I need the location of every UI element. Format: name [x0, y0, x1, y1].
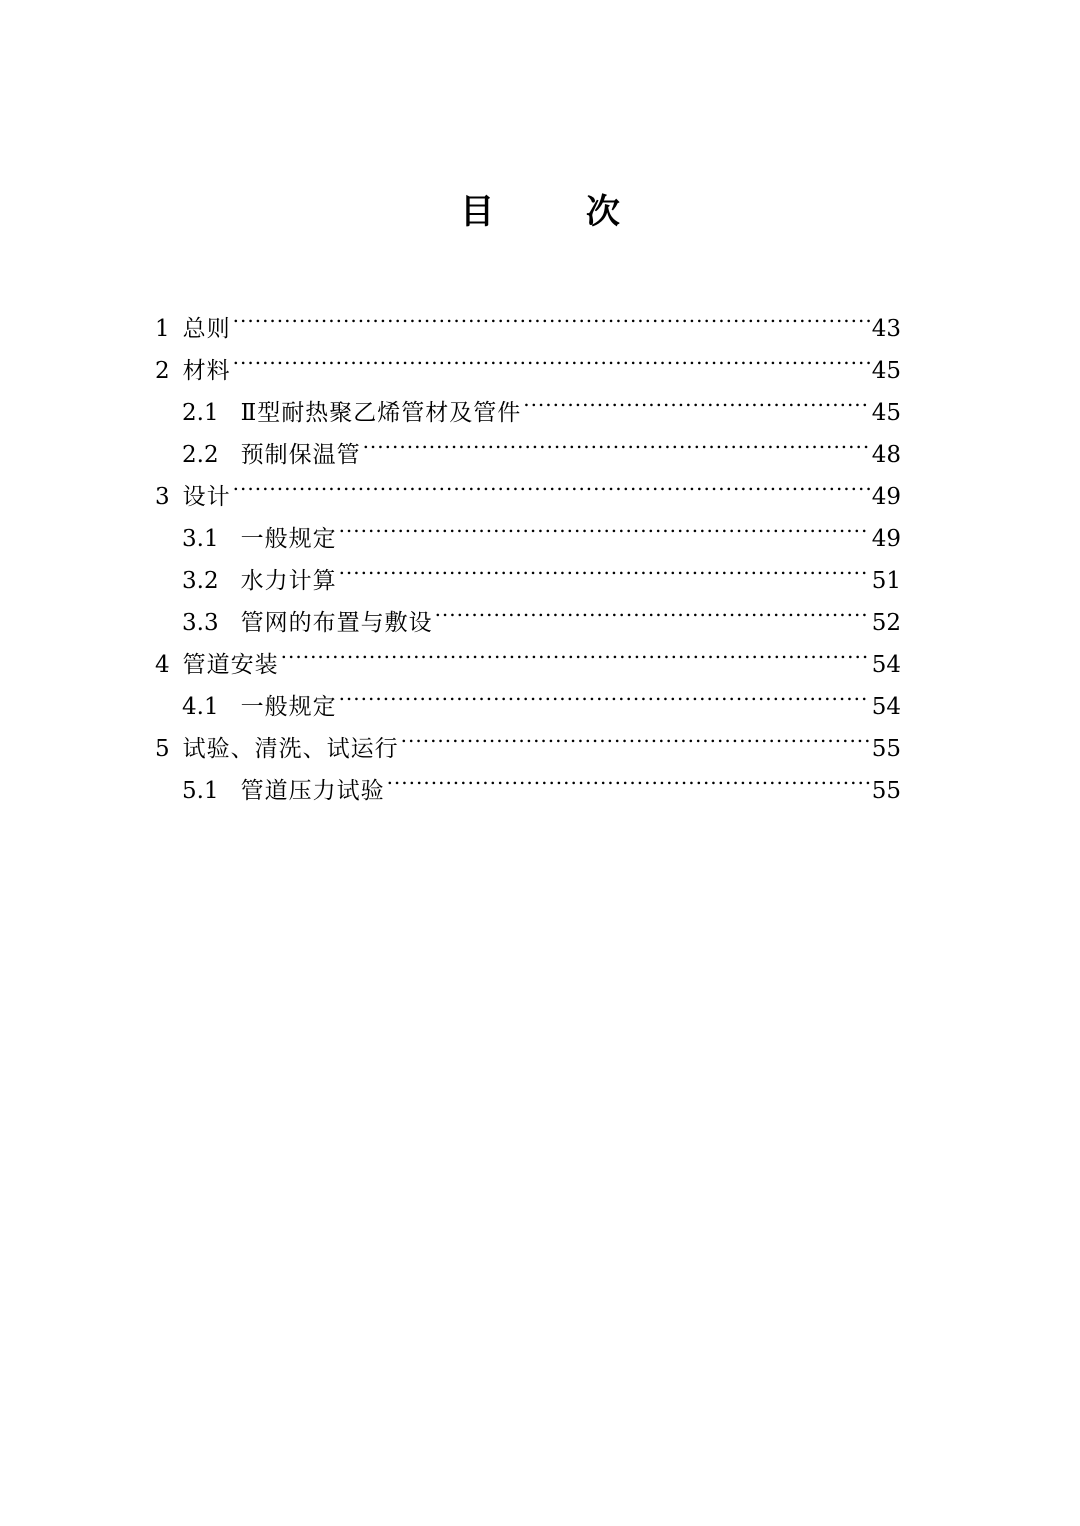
toc-entry-number: 3.3 — [182, 610, 219, 636]
toc-entry-page: 54 — [871, 652, 901, 678]
toc-entry-page: 43 — [871, 316, 901, 342]
toc-dot-leader — [401, 714, 870, 756]
toc-entry-number: 2.1 — [182, 400, 219, 426]
toc-dot-leader — [339, 546, 870, 588]
toc-entry-title: 管网的布置与敷设 — [240, 610, 433, 636]
toc-entry-number: 1 — [155, 316, 170, 342]
toc-entry-number: 4 — [155, 652, 170, 678]
toc-entry-page: 55 — [871, 736, 901, 762]
toc-dot-leader — [233, 462, 870, 504]
toc-entry-page: 55 — [871, 778, 901, 804]
toc-entry-title: 管道压力试验 — [240, 778, 385, 804]
toc-dot-leader — [339, 504, 870, 546]
toc-entry-number: 5 — [155, 736, 170, 762]
toc-subentry[interactable] — [155, 504, 901, 552]
toc-entry-page: 51 — [871, 568, 901, 594]
toc-entry-number: 5.1 — [182, 778, 219, 804]
toc-entry-page: 49 — [871, 484, 901, 510]
toc-entry-title: 水力计算 — [240, 568, 337, 594]
toc-entry[interactable] — [155, 294, 901, 342]
toc-entry[interactable] — [155, 336, 901, 384]
toc-entry-title: 管道安装 — [182, 652, 279, 678]
toc-list — [155, 294, 901, 804]
toc-title: 目 次 — [460, 192, 660, 232]
toc-entry-number: 4.1 — [182, 694, 219, 720]
toc-entry-number: 2.2 — [182, 442, 219, 468]
toc-entry-page: 54 — [871, 694, 901, 720]
toc-entry-title: 设计 — [182, 484, 231, 510]
toc-entry-page: 45 — [871, 400, 901, 426]
toc-dot-leader — [523, 378, 870, 420]
toc-dot-leader — [281, 630, 870, 672]
toc-entry[interactable] — [155, 462, 901, 510]
toc-entry-number: 3.1 — [182, 526, 219, 552]
toc-entry-page: 49 — [871, 526, 901, 552]
toc-dot-leader — [233, 294, 870, 336]
toc-entry-page: 45 — [871, 358, 901, 384]
toc-dot-leader — [435, 588, 870, 630]
toc-entry-title: 材料 — [182, 358, 231, 384]
toc-dot-leader — [363, 420, 870, 462]
toc-entry-number: 3 — [155, 484, 170, 510]
toc-entry-page: 52 — [871, 610, 901, 636]
toc-dot-leader — [387, 756, 870, 798]
toc-entry-title: 一般规定 — [240, 526, 337, 552]
toc-entry-page: 48 — [871, 442, 901, 468]
toc-entry-title: 试验、清洗、试运行 — [182, 736, 399, 762]
toc-entry-number: 2 — [155, 358, 170, 384]
toc-entry-title: 预制保温管 — [240, 442, 361, 468]
toc-entry-number: 3.2 — [182, 568, 219, 594]
toc-entry-title: Ⅱ型耐热聚乙烯管材及管件 — [240, 400, 522, 426]
toc-dot-leader — [233, 336, 870, 378]
toc-subentry[interactable] — [155, 378, 901, 426]
toc-dot-leader — [339, 672, 870, 714]
toc-entry-title: 总则 — [182, 316, 231, 342]
toc-entry-title: 一般规定 — [240, 694, 337, 720]
